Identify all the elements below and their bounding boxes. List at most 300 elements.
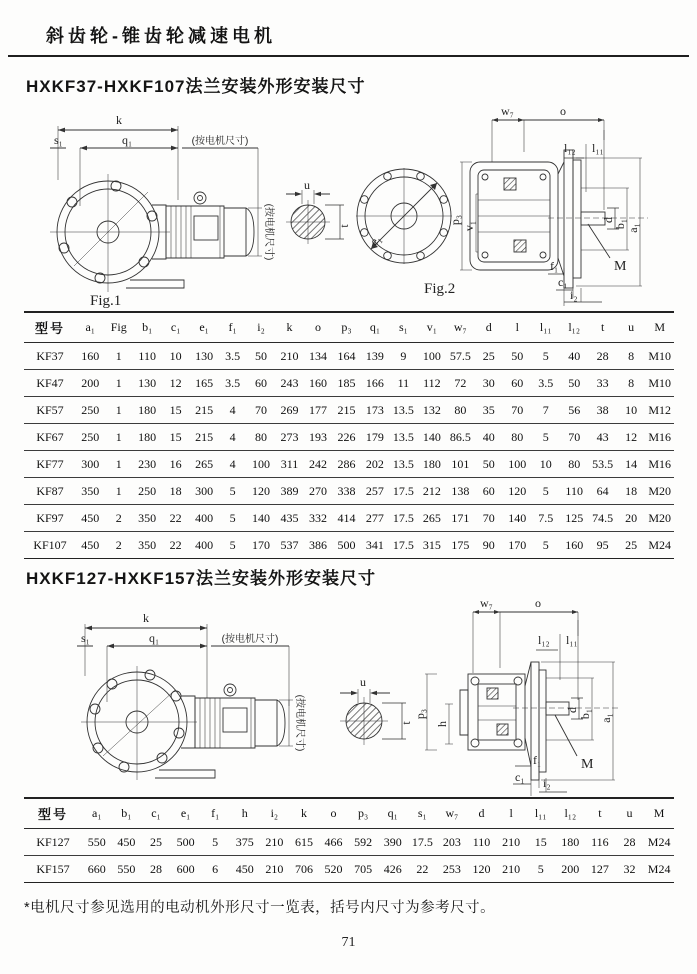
dim-label-o-2: o	[535, 596, 541, 610]
value-cell: 74.5	[588, 505, 616, 532]
value-cell: 50	[560, 370, 588, 397]
table-header-row	[24, 312, 674, 343]
column-header: Fig	[104, 312, 132, 343]
dim-label-motor-size-v: (按电机尺寸)	[263, 203, 274, 261]
value-cell: 110	[560, 478, 588, 505]
value-cell: 332	[304, 505, 332, 532]
value-cell: 40	[560, 343, 588, 370]
value-cell: 171	[446, 505, 474, 532]
value-cell: 300	[190, 478, 218, 505]
value-cell: 120	[503, 478, 531, 505]
value-cell: 22	[161, 505, 189, 532]
value-cell: M10	[645, 343, 674, 370]
value-cell: 215	[332, 397, 360, 424]
dim-label-k: k	[116, 113, 122, 127]
value-cell: 166	[361, 370, 389, 397]
value-cell: 28	[588, 343, 616, 370]
value-cell: 22	[161, 532, 189, 559]
value-cell: 100	[247, 451, 275, 478]
shaft-section-lines	[286, 190, 344, 244]
column-header: i₂	[247, 312, 275, 343]
table-header-row	[24, 798, 674, 829]
value-cell: 1	[104, 478, 132, 505]
value-cell: 200	[556, 856, 586, 883]
value-cell: 210	[496, 856, 526, 883]
value-cell: 80	[446, 397, 474, 424]
value-cell: 132	[418, 397, 446, 424]
column-header: s₁	[408, 798, 438, 829]
model-cell: KF87	[24, 478, 76, 505]
dimensions-table-2	[24, 797, 674, 883]
value-cell: 660	[82, 856, 112, 883]
value-cell: 130	[133, 370, 161, 397]
value-cell: 43	[588, 424, 616, 451]
value-cell: 116	[585, 829, 615, 856]
value-cell: 5	[532, 478, 560, 505]
value-cell: 1	[104, 424, 132, 451]
value-cell: 269	[275, 397, 303, 424]
value-cell: 17.5	[389, 505, 417, 532]
column-header: i₂	[260, 798, 290, 829]
value-cell: 25	[475, 343, 503, 370]
column-header: t	[585, 798, 615, 829]
value-cell: 35	[475, 397, 503, 424]
value-cell: 2	[104, 532, 132, 559]
table-row	[24, 397, 674, 424]
value-cell: 1	[104, 370, 132, 397]
value-cell: 11	[389, 370, 417, 397]
value-cell: 180	[418, 451, 446, 478]
value-cell: 386	[304, 532, 332, 559]
value-cell: 9	[389, 343, 417, 370]
model-cell: KF157	[24, 856, 82, 883]
value-cell: 705	[348, 856, 378, 883]
value-cell: 101	[446, 451, 474, 478]
value-cell: 315	[418, 532, 446, 559]
value-cell: 550	[82, 829, 112, 856]
column-header: q₁	[361, 312, 389, 343]
column-header: f₁	[218, 312, 246, 343]
column-header: w₇	[446, 312, 474, 343]
value-cell: 32	[615, 856, 645, 883]
value-cell: 18	[617, 478, 645, 505]
value-cell: 450	[112, 829, 142, 856]
value-cell: M20	[645, 505, 674, 532]
value-cell: 389	[275, 478, 303, 505]
dim-label-p3: p₃	[448, 214, 462, 226]
column-header: b₁	[112, 798, 142, 829]
value-cell: 110	[467, 829, 497, 856]
column-header: q₁	[378, 798, 408, 829]
value-cell: 95	[588, 532, 616, 559]
value-cell: 265	[418, 505, 446, 532]
value-cell: 338	[332, 478, 360, 505]
value-cell: 350	[133, 505, 161, 532]
value-cell: 193	[304, 424, 332, 451]
value-cell: 12	[617, 424, 645, 451]
value-cell: 165	[190, 370, 218, 397]
value-cell: 50	[247, 343, 275, 370]
value-cell: M20	[645, 478, 674, 505]
column-header: w₇	[437, 798, 467, 829]
value-cell: 28	[615, 829, 645, 856]
column-header: t	[588, 312, 616, 343]
column-header: s₁	[389, 312, 417, 343]
value-cell: 110	[133, 343, 161, 370]
value-cell: 86.5	[446, 424, 474, 451]
value-cell: 5	[218, 505, 246, 532]
value-cell: 1	[104, 397, 132, 424]
value-cell: 4	[218, 424, 246, 451]
value-cell: 10	[532, 451, 560, 478]
value-cell: 5	[532, 424, 560, 451]
value-cell: 4	[218, 451, 246, 478]
value-cell: 120	[247, 478, 275, 505]
value-cell: 270	[304, 478, 332, 505]
dim-label-s1: s₁	[54, 133, 63, 147]
dim-label-f1-2: f₁	[533, 753, 542, 767]
dim-label-i2-2: i₂	[543, 776, 551, 790]
value-cell: M24	[645, 532, 674, 559]
model-cell: KF57	[24, 397, 76, 424]
value-cell: 537	[275, 532, 303, 559]
dim-label-q1: q₁	[122, 133, 133, 147]
dim-label-d-2: d	[565, 707, 579, 713]
value-cell: M16	[645, 451, 674, 478]
dim-label-l12-2: l₁₂	[538, 633, 550, 647]
value-cell: 257	[361, 478, 389, 505]
value-cell: 60	[247, 370, 275, 397]
column-header: h	[230, 798, 260, 829]
table-row	[24, 343, 674, 370]
value-cell: 13.5	[389, 451, 417, 478]
value-cell: 177	[304, 397, 332, 424]
column-header: v₁	[418, 312, 446, 343]
dim-label-w7: w₇	[501, 104, 514, 118]
value-cell: 140	[503, 505, 531, 532]
value-cell: 12	[161, 370, 189, 397]
value-cell: 50	[475, 451, 503, 478]
table-row	[24, 532, 674, 559]
dim-label-motor-size-v2: (按电机尺寸)	[294, 694, 305, 752]
table-row	[24, 424, 674, 451]
shaft-section-2-lines	[340, 689, 406, 745]
value-cell: 17.5	[389, 532, 417, 559]
value-cell: 8	[617, 370, 645, 397]
value-cell: 400	[190, 532, 218, 559]
value-cell: 5	[218, 478, 246, 505]
value-cell: 5	[532, 532, 560, 559]
value-cell: 450	[76, 532, 104, 559]
shaft-section-and-fig2-drawing	[272, 150, 467, 302]
column-header: M	[645, 312, 674, 343]
column-header: d	[467, 798, 497, 829]
value-cell: 60	[503, 370, 531, 397]
value-cell: 5	[526, 856, 556, 883]
column-header: l	[503, 312, 531, 343]
header-divider	[8, 55, 689, 57]
value-cell: 3.5	[532, 370, 560, 397]
value-cell: 375	[230, 829, 260, 856]
column-header: M	[644, 798, 674, 829]
doc-header-title: 斜齿轮-锥齿轮减速电机	[46, 26, 276, 46]
fig2-caption: Fig.2	[424, 281, 456, 297]
model-cell: KF77	[24, 451, 76, 478]
value-cell: 140	[247, 505, 275, 532]
dim-label-i2: i₂	[570, 288, 578, 302]
column-header: k	[289, 798, 319, 829]
value-cell: 450	[230, 856, 260, 883]
value-cell: 210	[496, 829, 526, 856]
column-header: 型号	[24, 312, 76, 343]
footnote: *电机尺寸参见选用的电动机外形尺寸一览表，括号内尺寸为参考尺寸。	[24, 900, 496, 916]
dim-label-l11: l₁₁	[592, 141, 604, 155]
value-cell: 706	[289, 856, 319, 883]
value-cell: 80	[560, 451, 588, 478]
value-cell: 500	[171, 829, 201, 856]
value-cell: 450	[76, 505, 104, 532]
value-cell: 28	[141, 856, 171, 883]
value-cell: 243	[275, 370, 303, 397]
value-cell: 139	[361, 343, 389, 370]
column-header: p₃	[332, 312, 360, 343]
value-cell: 210	[260, 829, 290, 856]
value-cell: 250	[76, 397, 104, 424]
model-cell: KF67	[24, 424, 76, 451]
value-cell: 20	[617, 505, 645, 532]
value-cell: 414	[332, 505, 360, 532]
value-cell: 6	[200, 856, 230, 883]
value-cell: 140	[418, 424, 446, 451]
value-cell: 311	[275, 451, 303, 478]
value-cell: 50	[503, 343, 531, 370]
value-cell: 160	[76, 343, 104, 370]
dim-label-t: t	[337, 224, 351, 228]
value-cell: 15	[161, 397, 189, 424]
value-cell: 180	[133, 397, 161, 424]
value-cell: 175	[446, 532, 474, 559]
value-cell: 72	[446, 370, 474, 397]
value-cell: 242	[304, 451, 332, 478]
value-cell: 230	[133, 451, 161, 478]
fig1-caption: Fig.1	[90, 293, 122, 309]
model-cell: KF127	[24, 829, 82, 856]
value-cell: 100	[503, 451, 531, 478]
dim-label-d: d	[601, 217, 615, 223]
value-cell: M24	[644, 829, 674, 856]
column-header: l	[496, 798, 526, 829]
value-cell: 600	[171, 856, 201, 883]
value-cell: 164	[332, 343, 360, 370]
column-header: l₁₁	[526, 798, 556, 829]
column-header: p₃	[348, 798, 378, 829]
value-cell: 17.5	[389, 478, 417, 505]
value-cell: M16	[645, 424, 674, 451]
value-cell: 520	[319, 856, 349, 883]
dim-label-a1: a₁	[626, 223, 640, 233]
value-cell: 40	[475, 424, 503, 451]
value-cell: 18	[161, 478, 189, 505]
column-header: d	[475, 312, 503, 343]
column-header: o	[319, 798, 349, 829]
value-cell: 3.5	[218, 370, 246, 397]
value-cell: 70	[475, 505, 503, 532]
dim-label-f1: f₁	[550, 259, 559, 273]
value-cell: 210	[260, 856, 290, 883]
dim-label-k2: k	[143, 611, 149, 625]
value-cell: 341	[361, 532, 389, 559]
dim-label-w7-2: w₇	[480, 596, 493, 610]
value-cell: 16	[161, 451, 189, 478]
value-cell: 53.5	[588, 451, 616, 478]
column-header: c₁	[141, 798, 171, 829]
value-cell: 170	[503, 532, 531, 559]
value-cell: 70	[560, 424, 588, 451]
value-cell: 112	[418, 370, 446, 397]
value-cell: 550	[112, 856, 142, 883]
value-cell: 350	[133, 532, 161, 559]
dim-label-m-2: M	[581, 757, 594, 772]
value-cell: 7.5	[532, 505, 560, 532]
dim-label-l12: l₁₂	[564, 141, 576, 155]
model-cell: KF47	[24, 370, 76, 397]
model-cell: KF37	[24, 343, 76, 370]
value-cell: 202	[361, 451, 389, 478]
value-cell: 57.5	[446, 343, 474, 370]
dim-label-motor-size-h2: (按电机尺寸)	[221, 634, 279, 645]
value-cell: 210	[275, 343, 303, 370]
dim-label-q1-2: q₁	[149, 631, 160, 645]
value-cell: 215	[190, 397, 218, 424]
column-header: u	[615, 798, 645, 829]
value-cell: 160	[560, 532, 588, 559]
table-row	[24, 370, 674, 397]
value-cell: 90	[475, 532, 503, 559]
page-number: 71	[341, 935, 356, 950]
column-header: a₁	[76, 312, 104, 343]
value-cell: 1	[104, 451, 132, 478]
column-header: c₁	[161, 312, 189, 343]
value-cell: 180	[556, 829, 586, 856]
value-cell: 60	[475, 478, 503, 505]
value-cell: 286	[332, 451, 360, 478]
value-cell: 277	[361, 505, 389, 532]
value-cell: 13.5	[389, 424, 417, 451]
value-cell: 215	[190, 424, 218, 451]
value-cell: 138	[446, 478, 474, 505]
dim-label-o: o	[560, 104, 566, 118]
column-header: o	[304, 312, 332, 343]
value-cell: 212	[418, 478, 446, 505]
value-cell: 13.5	[389, 397, 417, 424]
front-view-2-lines	[77, 624, 293, 780]
model-cell: KF107	[24, 532, 76, 559]
value-cell: 38	[588, 397, 616, 424]
column-header: e₁	[171, 798, 201, 829]
value-cell: 226	[332, 424, 360, 451]
value-cell: 250	[76, 424, 104, 451]
value-cell: 10	[617, 397, 645, 424]
value-cell: 15	[161, 424, 189, 451]
dim-label-l11-2: l₁₁	[566, 633, 578, 647]
value-cell: 200	[76, 370, 104, 397]
value-cell: 592	[348, 829, 378, 856]
value-cell: 180	[133, 424, 161, 451]
dim-label-t2: t	[399, 721, 413, 725]
section1-title: HXKF37-HXKF107法兰安装外形安装尺寸	[26, 77, 366, 96]
value-cell: 160	[304, 370, 332, 397]
value-cell: 253	[437, 856, 467, 883]
value-cell: 500	[332, 532, 360, 559]
value-cell: 170	[247, 532, 275, 559]
dimensions-table-1	[24, 311, 674, 559]
dim-label-m: M	[614, 259, 627, 274]
value-cell: 615	[289, 829, 319, 856]
value-cell: 2	[104, 505, 132, 532]
value-cell: 14	[617, 451, 645, 478]
value-cell: 5	[532, 343, 560, 370]
dim-label-s1-2: s₁	[81, 631, 90, 645]
column-header: l₁₁	[532, 312, 560, 343]
dim-label-v1: v₁	[462, 220, 476, 232]
dim-label-b1-2: b₁	[578, 708, 592, 720]
column-header: a₁	[82, 798, 112, 829]
value-cell: M24	[644, 856, 674, 883]
fig1-front-view-drawing	[30, 108, 274, 309]
value-cell: 390	[378, 829, 408, 856]
value-cell: 33	[588, 370, 616, 397]
value-cell: 30	[475, 370, 503, 397]
value-cell: 80	[503, 424, 531, 451]
column-header: l₁₂	[556, 798, 586, 829]
column-header: b₁	[133, 312, 161, 343]
value-cell: 435	[275, 505, 303, 532]
value-cell: 56	[560, 397, 588, 424]
dim-label-a1-2: a₁	[599, 713, 613, 723]
value-cell: 273	[275, 424, 303, 451]
value-cell: 125	[560, 505, 588, 532]
dim-label-c1-2: c₁	[515, 770, 525, 784]
value-cell: 17.5	[408, 829, 438, 856]
value-cell: 265	[190, 451, 218, 478]
column-header: u	[617, 312, 645, 343]
dim-label-b1: b₁	[613, 218, 627, 230]
front-view-drawing-2	[55, 610, 305, 788]
value-cell: 5	[218, 532, 246, 559]
fig2-flange-lines	[356, 168, 452, 264]
value-cell: 466	[319, 829, 349, 856]
value-cell: 15	[526, 829, 556, 856]
dim-label-u2: u	[360, 675, 366, 689]
value-cell: 426	[378, 856, 408, 883]
table-row	[24, 505, 674, 532]
value-cell: 64	[588, 478, 616, 505]
value-cell: 1	[104, 343, 132, 370]
column-header: l₁₂	[560, 312, 588, 343]
value-cell: 120	[467, 856, 497, 883]
dim-label-p3-2: p₃	[413, 708, 427, 720]
dim-label-motor-size-h: (按电机尺寸)	[191, 136, 249, 147]
value-cell: 173	[361, 397, 389, 424]
table-row	[24, 478, 674, 505]
table-row	[24, 829, 674, 856]
column-header: k	[275, 312, 303, 343]
table-row	[24, 451, 674, 478]
value-cell: 80	[247, 424, 275, 451]
dim-label-e1: e₁	[367, 231, 384, 249]
value-cell: 127	[585, 856, 615, 883]
value-cell: 5	[200, 829, 230, 856]
